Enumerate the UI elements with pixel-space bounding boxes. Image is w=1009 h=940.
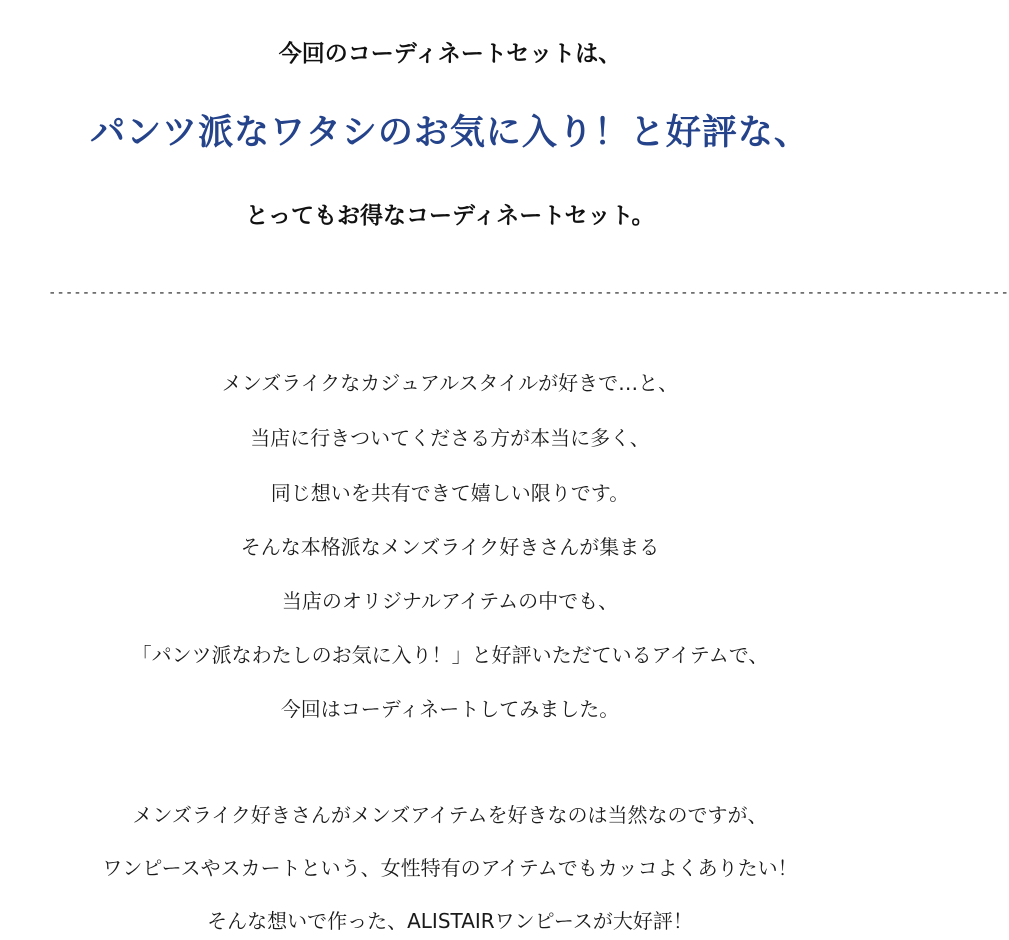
- intro-line-1: 今回のコーディネートセットは、: [278, 41, 622, 67]
- intro-line-3: とってもお得なコーディネートセット。: [245, 203, 655, 229]
- paragraph-line: メンズライクなカジュアルスタイルが好きで…と、: [221, 371, 679, 395]
- paragraph-line: 当店のオリジナルアイテムの中でも、: [281, 589, 619, 613]
- headline: パンツ派なワタシのお気に入り！と好評な、: [90, 113, 810, 153]
- paragraph-line: 同じ想いを共有できて嬉しい限りです。: [270, 481, 630, 505]
- paragraph-line: 「パンツ派なわたしのお気に入り！」と好評いただているアイテムで、: [131, 643, 769, 667]
- paragraph-line: ワンピースやスカートという、女性特有のアイテムでもカッコよくありたい！: [102, 856, 798, 880]
- paragraph-line: そんな本格派なメンズライク好きさんが集まる: [240, 535, 660, 559]
- paragraph-line: メンズライク好きさんがメンズアイテムを好きなのは当然なのですが、: [132, 803, 768, 827]
- paragraph-line: 当店に行きついてくださる方が本当に多く、: [250, 426, 650, 450]
- dashed-divider: ------------------------------------------------------------------------------------------------------------------: [48, 285, 1009, 301]
- paragraph-line: そんな想いで作った、ALISTAIRワンピースが大好評！: [207, 909, 693, 933]
- paragraph-line: 今回はコーディネートしてみました。: [280, 697, 620, 721]
